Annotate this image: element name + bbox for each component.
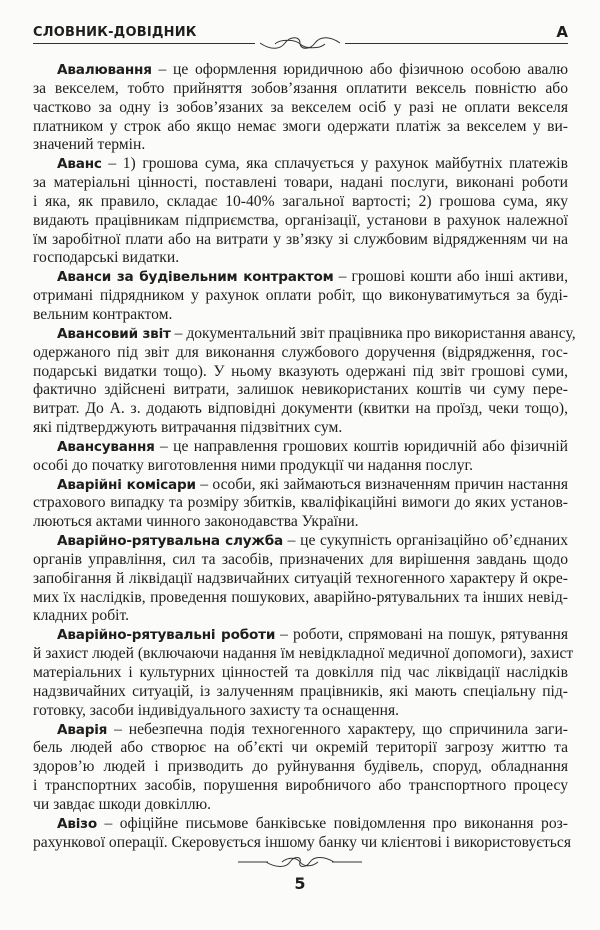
entry-text: їм заробітної плати або на витрати у зв’язку зі службовим відрядженням чи на [33,230,568,248]
entry-line [33,513,568,532]
entry-term: Аварійні комісари [57,476,196,493]
entry-term: Авансовий звіт [57,325,171,342]
entry-line [33,815,568,834]
entry-term: Аварійно-рятувальні роботи [57,627,276,644]
entry-text: платником у строк або якщо немає змоги одержати платіж за векселем у ви- [33,117,568,135]
entry-line [33,400,568,419]
entry-text: надзвичайних ситуацій, із залученням працівників, які мають спеціальну під- [33,682,568,700]
entry-text: – грошові кошти або інші активи, [333,268,568,286]
entry-line [33,231,568,250]
entry-text: і яка, як правило, складає 10-40% загальної вартості; 2) грошова сума, яку [33,192,568,210]
entry-text: господарські видатки. [33,249,180,267]
entry-text: фактично здійснені витрати, залишок невикористаних коштів чи суму пере- [33,381,568,399]
entry-text: страхового випадку та розміру збитків, кваліфікаційні вимоги до яких установ- [33,494,568,512]
dictionary-entry [33,476,568,533]
entry-line [33,721,568,740]
entry-text: – документальний звіт працівника про використання авансу, [170,324,576,342]
entry-line [33,683,568,702]
entry-text: матеріальних і культурних цінностей та довкілля під час ліквідації наслідків [33,664,568,681]
entry-text: – це сукупність організаційно об’єднаних [283,532,568,550]
entry-line [33,363,568,382]
footer-ornament-icon [238,855,362,869]
entry-text: кладних робіт. [33,607,129,625]
entry-text: значений термін. [33,136,146,154]
entry-text: особі до початку виготовлення ними продукції чи надання послуг. [33,456,474,474]
dictionary-entry [33,268,568,325]
dictionary-entry [33,438,568,476]
entry-line [33,80,568,99]
entry-text: – особи, які займаються визначенням причин настання [195,475,568,493]
entry-line [33,739,568,758]
dictionary-entry [33,324,576,438]
entry-line [33,136,568,155]
entry-text: бель людей або створює на об’єкті чи окремій території загрозу життю та [33,739,568,757]
entry-text: готовку, засоби індивідуального захисту та оснащення. [33,701,400,719]
entry-text: чи завдає шкоди довкіллю. [33,795,212,813]
dictionary-entry [33,155,568,268]
entry-text: витрат. До А. з. додають відповідні документи (квитки на проїзд, чеки тощо), [33,400,568,418]
entry-line [33,570,568,589]
entry-text: вельним контрактом. [33,305,173,323]
entry-text: – небезпечна подія техногенного характеру, що спричинила заги- [107,720,568,738]
entry-text: за матеріальні цінності, поставлені товари, надані послуги, виконані роботи [33,174,568,192]
entry-line [33,494,568,513]
dictionary-entry [33,814,571,853]
entry-text: – це оформлення юридичною або фізичною особою авалю [151,61,568,78]
entry-line [33,249,568,268]
entry-text: рахункової операції. Скеровується іншому банку чи клієнтові і використовується [33,833,571,851]
entry-text: запобігання й ліквідації надзвичайних ситуацій техногенного характеру й окре- [33,569,568,587]
entry-text: одержаного під звіт для виконання службового доручення (відрядження, гос- [33,343,568,361]
entry-line [33,193,568,212]
entry-text: органів управління, сил та засобів, призначених для вирішення завдань щодо [33,550,568,568]
entry-line [33,174,568,193]
entry-term: Аварія [57,721,108,738]
entry-text: частково за одну із зобов’язаних за векселем осіб у разі не оплати векселя [33,98,568,116]
entry-line [33,758,568,777]
entry-line [33,381,568,400]
entry-text: – офіційне письмове банківське повідомлення про виконання роз- [97,814,568,832]
entry-text: які підтверджують витрачання підзвітних сум. [33,419,343,437]
entry-line [33,777,568,796]
entry-term: Аванси за будівельним контрактом [57,269,334,286]
entry-line [33,118,568,137]
entry-line [33,607,568,626]
entry-line [33,645,574,664]
entry-line [33,626,568,645]
section-letter: А [556,23,568,41]
entry-text: і транспортних засобів, порушення виробничого або транспортного процесу [33,777,568,795]
entry-line [33,287,568,306]
entry-line [33,419,568,438]
dictionary-body [33,61,576,852]
entry-line [33,155,568,174]
entry-line [33,99,568,118]
entry-line [33,551,568,570]
page-number: 5 [294,874,306,893]
entry-term: Аварійно-рятувальна служба [57,533,284,550]
running-header-title: СЛОВНИК-ДОВІДНИК [33,25,197,40]
entry-line [33,589,568,608]
entry-line [33,796,568,815]
entry-text: – роботи, спрямовані на пошук, рятування [275,626,568,644]
dictionary-entry [33,626,574,720]
entry-line [33,324,576,344]
entry-line [33,702,568,721]
entry-line [33,833,571,853]
entry-text: й захист людей (включаючи надання їм невідкладної медичної допомоги), захист [33,645,574,663]
entry-text: – це направлення грошових коштів юридичній або фізичній [154,437,568,455]
entry-line [33,344,568,363]
entry-text: отримані підрядником у рахунок оплати робіт, що виконуватимуться за буді- [33,287,568,305]
dictionary-entry [33,721,568,815]
entry-line [33,212,568,231]
entry-line [33,268,568,287]
entry-line [33,532,568,551]
entry-text: здоров’ю людей і призводить до руйнування будівель, споруд, обладнання [33,758,568,776]
entry-line [33,664,568,683]
entry-line [33,476,568,495]
entry-term: Аванс [57,156,102,173]
ornament-icon [255,36,345,52]
dictionary-entry [33,532,568,626]
dictionary-entry [33,61,568,155]
entry-text: за векселем, тобто прийняття зобов’язання оплатити вексель повністю або [33,79,568,97]
entry-text: подарські видатки тощо). У ньому вказують одержані під звіт грошові суми, [33,362,568,380]
entry-text: – 1) грошова сума, яка сплачується у рахунок майбутніх платежів [101,155,568,173]
entry-line [33,457,568,476]
entry-text: видають працівникам підприємства, організації, установи в рахунок належної [33,211,568,229]
entry-term: Авалювання [57,62,152,78]
entry-line [33,438,568,457]
entry-text: люються актами чинного законодавства України. [33,513,359,531]
entry-line [33,306,568,325]
entry-term: Авансування [57,438,155,455]
entry-text: мих їх наслідків, проведення пошукових, аварійно-рятувальних та інших невід- [33,588,568,606]
entry-line [33,61,568,80]
entry-term: Авізо [57,815,98,832]
